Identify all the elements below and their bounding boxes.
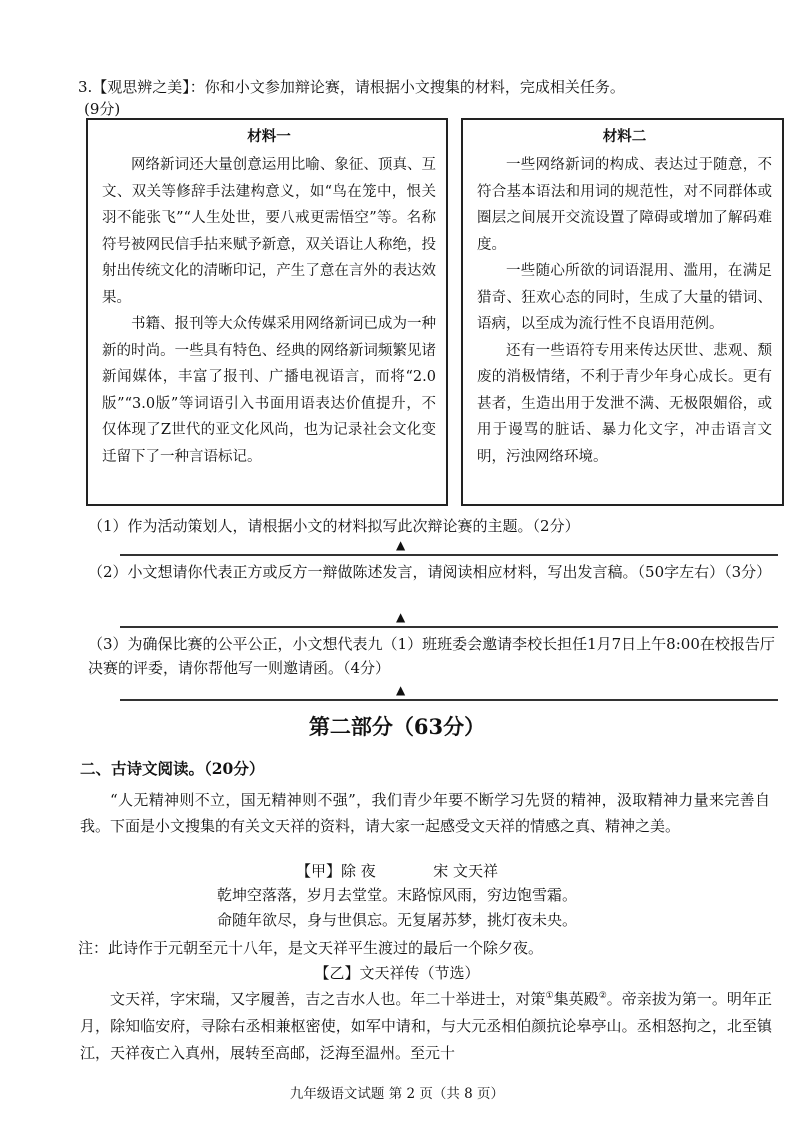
answer-marker-icon: ▲ — [396, 538, 406, 552]
answer-marker-icon: ▲ — [396, 610, 406, 624]
poem-line: 乾坤空落落，岁月去堂堂。末路惊风雨，穷边饱雪霜。 — [216, 886, 577, 904]
material-two-title: 材料二 — [602, 128, 647, 145]
answer-marker-icon: ▲ — [396, 683, 406, 697]
task-2: （2）小文想请你代表正方或反方一辩做陈述发言，请阅读相应材料，写出发言稿。（50字左右）（3分） — [88, 563, 772, 581]
part-two-title: 第二部分（63分） — [308, 714, 486, 739]
task-3: （3）为确保比赛的公平公正，小文想代表九（1）班班委会邀请李校长担任1月7日上午8:00在校报告厅决赛的评委，请你帮他写一则邀请函。（4分） — [88, 635, 775, 677]
question-3-text: 3.【观思辨之美】：你和小文参加辩论赛，请根据小文搜集的材料，完成相关任务。 — [78, 78, 625, 96]
biography-text — [80, 986, 772, 1067]
answer-line-1[interactable] — [120, 554, 778, 556]
answer-line-2[interactable] — [120, 626, 778, 628]
material-one-title: 材料一 — [247, 128, 291, 145]
section-heading: 二、古诗文阅读。（20分） — [80, 759, 265, 778]
footnote-marker: ② — [598, 991, 607, 1001]
footnote-marker: ① — [545, 991, 554, 1001]
section-intro: “人无精神则不立，国无精神则不强”，我们青少年要不断学习先贤的精神，汲取精神力量来完善自我。下面是小文搜集的有关文天祥的资料，请大家一起感受文天祥的情感之真、精神之美。 — [80, 791, 770, 835]
biography-text-part: 。帝亲拔为第一。明年正月，除知临安府，寻除右丞相兼枢密使，如军中请和，与大元丞相伯颜抗论皋亭山。丞相怒拘之，北至镇江，天祥夜亡入真州，展转至高邮，泛海至温州。至元十 — [80, 990, 772, 1062]
poem-heading — [0, 860, 794, 882]
biography-title: 【乙】文天祥传（节选） — [314, 964, 480, 982]
answer-line-3[interactable] — [120, 699, 778, 701]
material-one-paragraph: 书籍、报刊等大众传媒采用网络新词已成为一种新的时尚。一些具有特色、经典的网络新词频繁见诸新闻媒体，丰富了报刊、广播电视语言，而将“2.0版”“3.0版”等词语引入书面用语表达价值提升，不仅体现了Z世代的亚文化风尚，也为记录社会文化变迁留下了一种言语标记。 — [102, 316, 436, 465]
material-one-paragraph: 网络新词还大量创意运用比喻、象征、顶真、互文、双关等修辞手法建构意义，如“鸟在笼中，恨关羽不能张飞”“人生处世，要八戒更需悟空”等。名称符号被网民信手拈来赋予新意，双关语让人称绝，投射出传统文化的清晰印记，产生了意在言外的表达效果。 — [102, 157, 436, 306]
task-1: （1）作为活动策划人，请根据小文的材料拟写此次辩论赛的主题。（2分） — [88, 517, 580, 535]
biography-text-part: 集英殿 — [553, 990, 599, 1008]
question-3-points: (9分) — [84, 100, 121, 118]
poem-note: 注：此诗作于元朝至元十八年，是文天祥平生渡过的最后一个除夕夜。 — [78, 939, 544, 957]
page-footer: 九年级语文试题 第 2 页（共 8 页） — [289, 1086, 505, 1102]
poem-title: 【甲】除 夜 — [295, 862, 376, 880]
material-two-paragraph: 还有一些语符专用来传达厌世、悲观、颓废的消极情绪，不利于青少年身心成长。更有甚者，生造出用于发泄不满、无极限媚俗，或用于谩骂的脏话、暴力化文字，冲击语言文明，污浊网络环境。 — [477, 342, 772, 465]
material-two-paragraph: 一些网络新词的构成、表达过于随意，不符合基本语法和用词的规范性，对不同群体或圈层之间展开交流设置了障碍或增加了解码难度。 — [477, 157, 772, 253]
material-two-box — [461, 118, 784, 506]
material-one-box — [86, 118, 448, 506]
poem-line: 命随年欲尽，身与世俱忘。无复屠苏梦，挑灯夜未央。 — [216, 911, 577, 929]
question-3-prompt — [78, 76, 778, 120]
material-two-paragraph: 一些随心所欲的词语混用、滥用，在满足猎奇、狂欢心态的同时，生成了大量的错词、语病，以至成为流行性不良语用范例。 — [477, 263, 772, 332]
biography-text-part: 文天祥，字宋瑞，又字履善，吉之吉水人也。年二十举进士，对策 — [110, 990, 546, 1008]
poem-author: 宋 文天祥 — [433, 862, 499, 880]
